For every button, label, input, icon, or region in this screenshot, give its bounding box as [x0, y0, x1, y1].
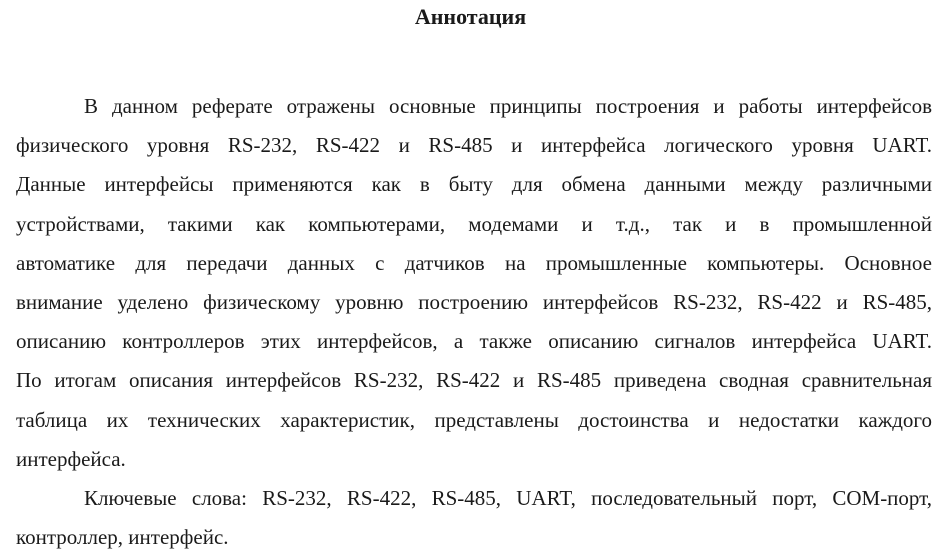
keywords-line: Ключевые слова: RS-232, RS-422, RS-485, UART, последовательный порт, COM-порт, [84, 486, 932, 510]
abstract-line: устройствами, такими как компьютерами, модемами и т.д., так и в промышленной [16, 211, 932, 236]
annotation-title: Аннотация [414, 4, 527, 29]
abstract-line: интерфейса. [16, 446, 126, 471]
abstract-paragraph [16, 87, 932, 479]
keywords-paragraph [16, 479, 932, 557]
abstract-line: таблица их технических характеристик, представлены достоинства и недостатки каждого [16, 407, 932, 432]
abstract-line: описанию контроллеров этих интерфейсов, а также описанию сигналов интерфейса UART. [16, 329, 932, 354]
keywords-line: контроллер, интерфейс. [16, 525, 229, 550]
abstract-line: По итогам описания интерфейсов RS-232, RS-422 и RS-485 приведена сводная сравнительная [16, 368, 932, 393]
abstract-line: внимание уделено физическому уровню построению интерфейсов RS-232, RS-422 и RS-485, [16, 290, 932, 315]
abstract-line: физического уровня RS-232, RS-422 и RS-485 и интерфейса логического уровня UART. [16, 133, 932, 158]
abstract-line: В данном реферате отражены основные принципы построения и работы интерфейсов [84, 94, 932, 118]
abstract-line: Данные интерфейсы применяются как в быту для обмена данными между различными [16, 172, 932, 197]
abstract-line: автоматике для передачи данных с датчиков на промышленные компьютеры. Основное [16, 250, 932, 275]
